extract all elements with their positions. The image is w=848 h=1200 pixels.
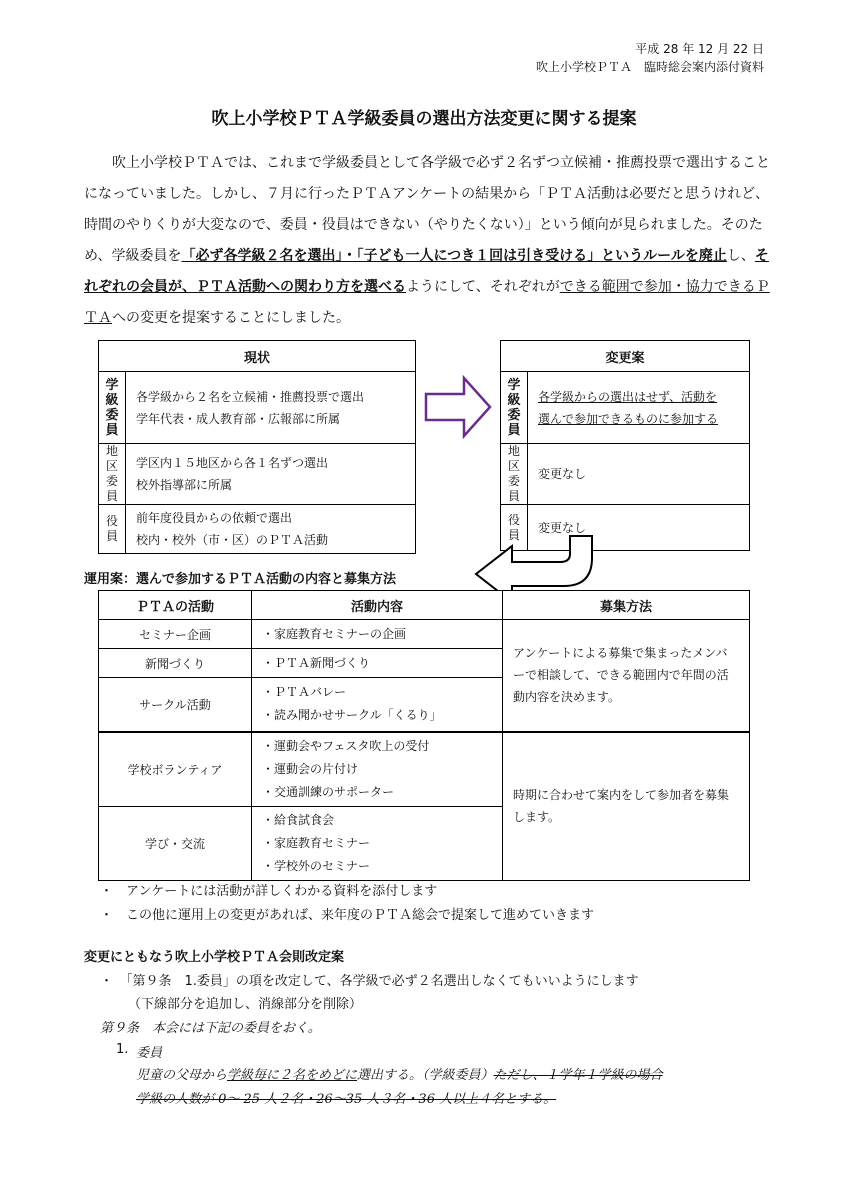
operation-title: 運用案：選んで参加するＰＴＡ活動の内容と募集方法	[84, 572, 397, 587]
current-label-district: 地 区 委 員	[99, 444, 126, 505]
current-officer-text1: 前年度役員からの依頼で選出	[136, 511, 293, 525]
intro-text-2: し、	[726, 248, 755, 264]
amendment-bullet-note: （下線部分を追加し、消線部分を削除）	[128, 997, 363, 1012]
intro-paragraph	[84, 148, 774, 334]
content-newspaper: ・ＰＴＡ新聞づくり	[252, 649, 503, 678]
current-officer-cell	[126, 505, 416, 554]
document-title: 吹上小学校ＰＴＡ学級委員の選出方法変更に関する提案	[211, 109, 637, 129]
current-label-officer: 役 員	[99, 505, 126, 554]
note-2: ・ この他に運用上の変更があれば、来年度のＰＴＡ総会で提案して進めていきます	[100, 908, 595, 923]
proposal-class-cell	[528, 372, 750, 444]
amendment-line1-text2: 選出する。（学級委員）	[357, 1068, 494, 1083]
content-circle-item: ・ＰＴＡバレー	[262, 685, 347, 700]
amendment-line1-deleted: ただし、１学年１学級の場合	[493, 1068, 663, 1083]
activity-learning: 学び・交流	[99, 806, 252, 880]
content-volunteer	[252, 732, 503, 807]
proposal-class-text1: 各学級からの選出はせず、活動を	[538, 389, 718, 404]
amendment-item-number: 1.	[116, 1042, 129, 1057]
amendment-line-2-deleted: 学級の人数が 0～ 25 人２名・26～35 人３名・36 人以上４名とする。	[136, 1092, 557, 1107]
content-seminar: ・家庭教育セミナーの企画	[252, 620, 503, 649]
content-circle-item: ・読み聞かせサークル「くるり」	[262, 708, 442, 723]
current-label-class: 学 級 委 員	[99, 372, 126, 444]
intro-underline-3: できる範囲で参加・協力できるＰＴＡ	[84, 279, 770, 326]
content-learning-item: ・給食試食会	[262, 812, 335, 827]
intro-text-3: ようにして、それぞれが	[406, 279, 560, 295]
operation-header-recruit: 募集方法	[503, 591, 750, 620]
current-heading: 現状	[99, 341, 416, 372]
activity-seminar: セミナー企画	[99, 620, 252, 649]
content-volunteer-item: ・交通訓練のサポーター	[262, 784, 395, 799]
current-district-cell	[126, 444, 416, 505]
current-table	[98, 340, 416, 554]
current-district-text1: 学区内１５地区から各１名ずつ選出	[136, 456, 329, 470]
proposal-heading: 変更案	[501, 341, 750, 372]
amendment-line1-added: 学級毎に２名をめどに	[227, 1068, 358, 1083]
proposal-table	[500, 340, 750, 551]
intro-text-1: 吹上小学校ＰＴＡでは、これまで学級委員として各学級で必ず２名ずつ立候補・推薦投票で選出することになっていました。しかし、７月に行ったＰＴＡアンケートの結果から「ＰＴＡ活動は必要だと思うけれど、時間のやりくりが大変なので、委員・役員はできない（やりたくない）」という傾向が見られました。そのため、学級委員を	[84, 155, 770, 264]
intro-underline-2: それぞれの会員が、ＰＴＡ活動への関わり方を選べる	[84, 248, 769, 295]
header-subtitle: 吹上小学校ＰＴＡ 臨時総会案内添付資料	[535, 60, 764, 74]
activity-circle: サークル活動	[99, 678, 252, 732]
proposal-label-district: 地 区 委 員	[501, 444, 528, 505]
proposal-officer-cell: 変更なし	[528, 505, 750, 551]
content-learning	[252, 806, 503, 880]
recruit-group1: アンケートによる募集で集まったメンバーで相談して、できる範囲内で年間の活動内容を決めます。	[503, 620, 750, 732]
proposal-class-text2: 選んで参加できるものに参加する	[538, 411, 719, 426]
current-class-text2: 学年代表・成人教育部・広報部に所属	[136, 411, 341, 426]
amendment-bullet: ・ 「第９条 1.委員」の項を改定して、各学級で必ず２名選出しなくてもいいようにします	[100, 974, 639, 989]
content-circle	[252, 678, 503, 732]
content-learning-item: ・家庭教育セミナー	[262, 835, 371, 850]
current-class-cell	[126, 372, 416, 444]
activity-volunteer: 学校ボランティア	[99, 732, 252, 807]
intro-underline-1: 「必ず各学級２名を選出」・「子ども一人につき１回は引き受ける」というルールを廃止	[181, 248, 727, 264]
proposal-label-class: 学 級 委 員	[501, 372, 528, 444]
amendment-title: 変更にともなう吹上小学校ＰＴＡ会則改定案	[84, 950, 345, 965]
operation-header-content: 活動内容	[252, 591, 503, 620]
current-officer-text2: 校内・校外（市・区）のＰＴＡ活動	[136, 533, 329, 547]
operation-header-activity: ＰＴＡの活動	[99, 591, 252, 620]
proposal-label-officer: 役 員	[501, 505, 528, 551]
current-class-text1: 各学級から２名を立候補・推薦投票で選出	[136, 389, 365, 404]
amendment-line1-text: 児童の父母から	[136, 1068, 228, 1083]
right-arrow-icon	[424, 374, 494, 440]
intro-text-4: への変更を提案することにしました。	[112, 310, 350, 326]
header-date: 平成 28 年 12 月 22 日	[635, 42, 764, 56]
amendment-item-name: 委員	[136, 1046, 163, 1061]
content-volunteer-item: ・運動会の片付け	[262, 761, 359, 776]
note-1: ・ アンケートには活動が詳しくわかる資料を添付します	[100, 884, 438, 899]
content-learning-item: ・学校外のセミナー	[262, 858, 371, 873]
operation-table	[98, 590, 750, 881]
amendment-line-1	[136, 1064, 663, 1083]
current-district-text2: 校外指導部に所属	[136, 478, 233, 492]
recruit-group2: 時期に合わせて案内をして参加者を募集します。	[503, 732, 750, 881]
amendment-article: 第９条 本会には下記の委員をおく。	[100, 1021, 321, 1036]
content-volunteer-item: ・運動会やフェスタ吹上の受付	[262, 738, 430, 753]
proposal-district-cell: 変更なし	[528, 444, 750, 505]
activity-newspaper: 新聞づくり	[99, 649, 252, 678]
